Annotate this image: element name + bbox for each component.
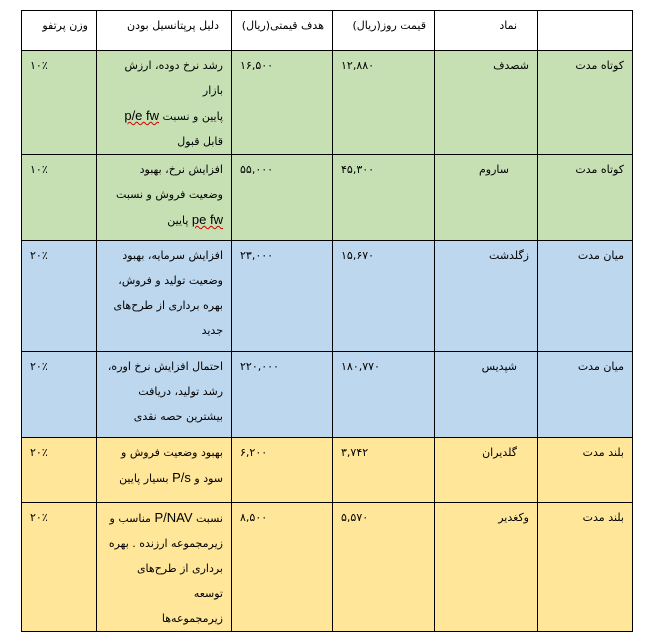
- cell-horizon: بلند مدت: [538, 503, 633, 632]
- weight-value: ۲۰٪: [30, 360, 48, 373]
- target-value: ۲۲۰,۰۰۰: [240, 360, 279, 373]
- weight-value: ۱۰٪: [30, 163, 48, 176]
- cell-horizon: میان مدت: [538, 241, 633, 352]
- reason-line: وضعیت تولید و فروش،: [118, 274, 223, 287]
- cell-reason: [97, 241, 232, 352]
- cell-reason: [97, 438, 232, 503]
- reason-line: بیشترین حصه نقدی: [133, 410, 223, 423]
- cell-price: [333, 503, 435, 632]
- cell-target: [232, 503, 333, 632]
- cell-weight: [22, 503, 97, 632]
- cell-horizon: کوتاه مدت: [538, 155, 633, 241]
- weight-value: ۱۰٪: [30, 59, 48, 72]
- cell-horizon: کوتاه مدت: [538, 51, 633, 155]
- cell-target: [232, 438, 333, 503]
- cell-price: [333, 241, 435, 352]
- reason-line: رشد تولید، دریافت: [138, 385, 223, 398]
- reason-line: بهره برداری از طرح‌های: [113, 299, 223, 312]
- reason-line: پایین: [167, 214, 189, 227]
- cell-target: [232, 352, 333, 438]
- reason-line: مناسب و: [109, 512, 151, 525]
- table-row: [22, 352, 633, 438]
- reason-line: برداری از طرح‌های توسعه: [136, 562, 223, 600]
- price-value: ۱۸۰,۷۷۰: [341, 360, 380, 373]
- reason-line: رشد نرخ دوده، ارزش بازار: [124, 59, 223, 97]
- header-weight: وزن پرتفو: [22, 11, 97, 51]
- reason-line: احتمال افزایش نرخ اوره،: [107, 360, 223, 373]
- reason-ratio: P/s: [172, 470, 191, 485]
- target-value: ۲۳,۰۰۰: [240, 249, 274, 262]
- cell-reason: [97, 503, 232, 632]
- target-value: ۵۵,۰۰۰: [240, 163, 274, 176]
- cell-reason: [97, 352, 232, 438]
- reason-ratio: P/NAV: [154, 510, 193, 525]
- weight-value: ۲۰٪: [30, 249, 48, 262]
- reason-line: بهبود وضعیت فروش و: [121, 446, 223, 459]
- table-row: [22, 503, 633, 632]
- reason-line: زیرمجموعه‌ها: [161, 612, 223, 625]
- header-target: هدف قیمتی(ریال): [232, 11, 333, 51]
- reason-line: افزایش نرخ، بهبود: [139, 163, 223, 176]
- reason-line: سود و: [194, 472, 223, 485]
- cell-symbol: ساروم: [435, 155, 538, 241]
- cell-symbol: شپدیس: [435, 352, 538, 438]
- reason-line: افزایش سرمایه، بهبود: [122, 249, 223, 262]
- table-row: [22, 155, 633, 241]
- table-row: [22, 241, 633, 352]
- header-price: قیمت روز(ریال): [333, 11, 435, 51]
- weight-value: ۲۰٪: [30, 511, 48, 524]
- reason-line: بسیار پایین: [119, 472, 169, 485]
- header-symbol: نماد: [435, 11, 538, 51]
- cell-price: [333, 155, 435, 241]
- price-value: ۴۵,۳۰۰: [341, 163, 375, 176]
- cell-symbol: گلدیران: [435, 438, 538, 503]
- cell-symbol: زگلدشت: [435, 241, 538, 352]
- cell-weight: [22, 438, 97, 503]
- cell-weight: [22, 352, 97, 438]
- reason-line: نسبت: [196, 512, 223, 525]
- cell-weight: [22, 241, 97, 352]
- cell-weight: [22, 155, 97, 241]
- price-value: ۱۵,۶۷۰: [341, 249, 375, 262]
- target-value: ۱۶,۵۰۰: [240, 59, 274, 72]
- cell-weight: [22, 51, 97, 155]
- price-value: ۳,۷۴۲: [341, 446, 369, 459]
- cell-target: [232, 51, 333, 155]
- reason-line: وضعیت فروش و نسبت: [116, 188, 223, 201]
- cell-symbol: وکغدیر: [435, 503, 538, 632]
- table-row: [22, 51, 633, 155]
- cell-reason: [97, 51, 232, 155]
- reason-line: پایین و نسبت: [162, 110, 223, 123]
- reason-line: جدید: [201, 324, 223, 337]
- reason-line: قابل قبول: [177, 135, 223, 148]
- cell-symbol: شصدف: [435, 51, 538, 155]
- cell-price: [333, 438, 435, 503]
- reason-line: زیرمجموعه ارزنده . بهره: [108, 537, 223, 550]
- portfolio-table-container: [21, 10, 633, 632]
- price-value: ۱۲,۸۸۰: [341, 59, 375, 72]
- cell-reason: [97, 155, 232, 241]
- cell-price: [333, 51, 435, 155]
- header-reason: دلیل پرپتانسیل بودن: [97, 11, 232, 51]
- reason-ratio: pe fw: [191, 212, 223, 227]
- reason-ratio: p/e fw: [124, 108, 160, 123]
- table-header-row: [22, 11, 633, 51]
- cell-horizon: میان مدت: [538, 352, 633, 438]
- price-value: ۵,۵۷۰: [341, 511, 369, 524]
- portfolio-table: [21, 10, 633, 632]
- cell-price: [333, 352, 435, 438]
- cell-target: [232, 241, 333, 352]
- header-horizon: [538, 11, 633, 51]
- table-row: [22, 438, 633, 503]
- target-value: ۶,۲۰۰: [240, 446, 268, 459]
- weight-value: ۲۰٪: [30, 446, 48, 459]
- target-value: ۸,۵۰۰: [240, 511, 268, 524]
- cell-horizon: بلند مدت: [538, 438, 633, 503]
- cell-target: [232, 155, 333, 241]
